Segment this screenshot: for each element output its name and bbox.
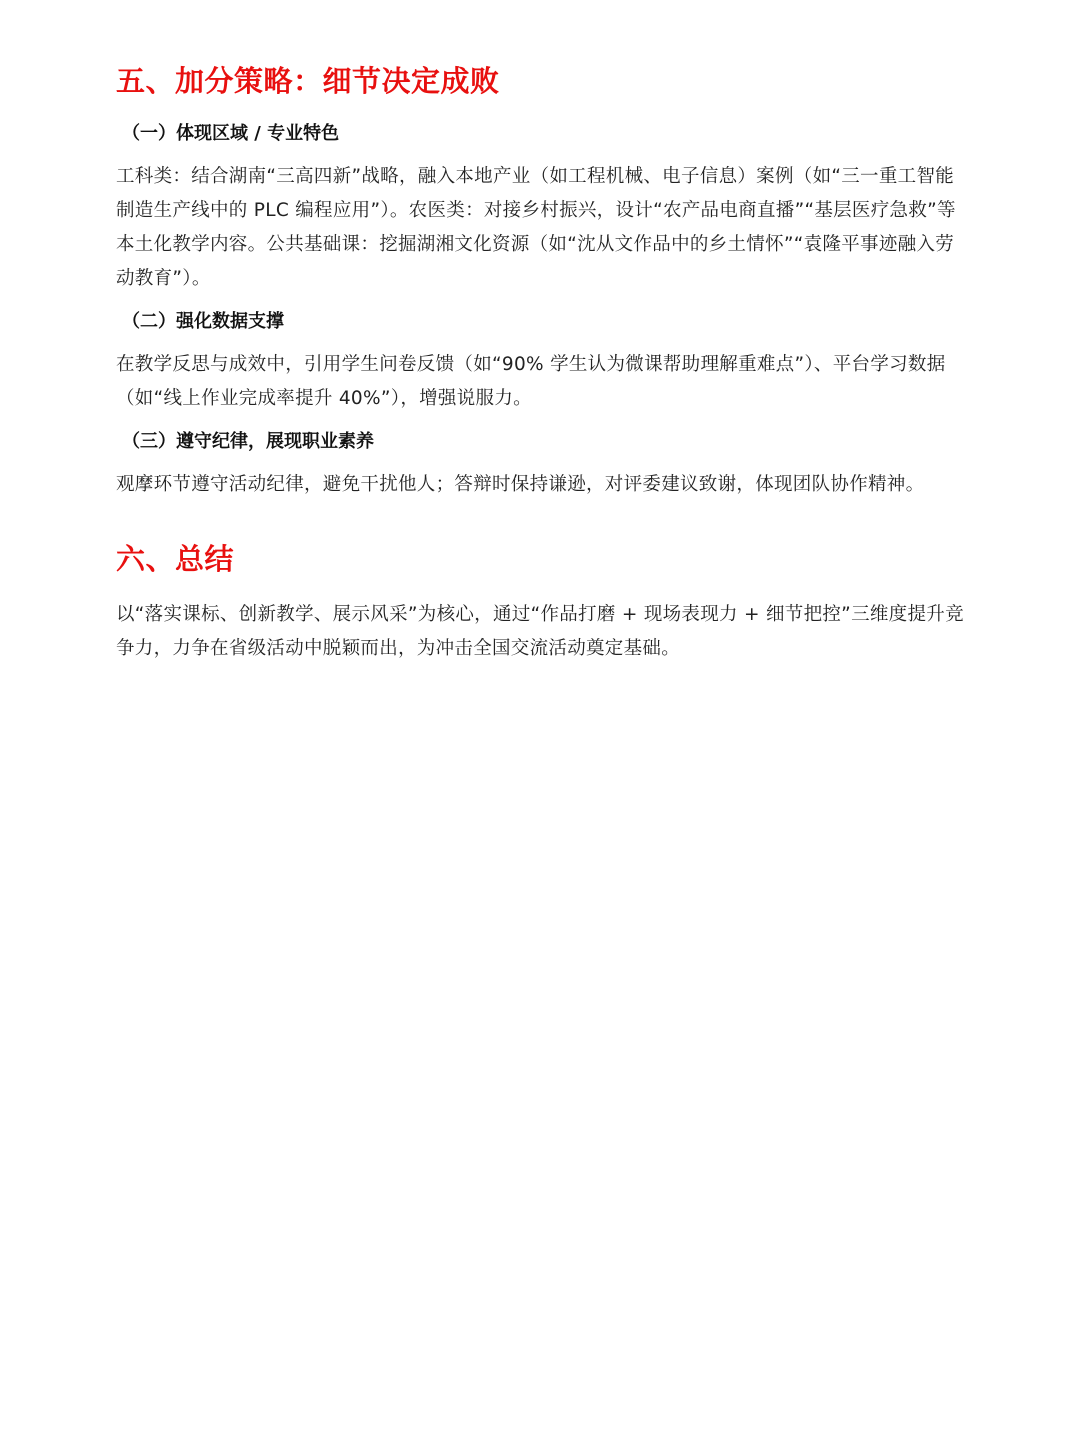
subsection-2-title: （二）强化数据支撑 [122,311,284,332]
subsection-3-paragraph: 观摩环节遵守活动纪律，避免干扰他人；答辩时保持谦逊，对评委建议致谢，体现团队协作精神。 [116,474,925,495]
section-6-title: 六、总结 [116,542,235,576]
subsection-1-title: （一）体现区域 / 专业特色 [122,123,340,144]
document-page [116,58,968,666]
summary-paragraph: 以“落实课标、创新教学、展示风采”为核心，通过“作品打磨 + 现场表现力 + 细节把控”三维度提升竞争力，力争在省级活动中脱颖而出，为冲击全国交流活动奠定基础。 [116,604,964,659]
subsection-3-title: （三）遵守纪律，展现职业素养 [122,431,374,452]
section-5-title: 五、加分策略：细节决定成败 [116,64,500,98]
subsection-2-paragraph: 在教学反思与成效中，引用学生问卷反馈（如“90% 学生认为微课帮助理解重难点”）、平台学习数据（如“线上作业完成率提升 40%”），增强说服力。 [116,354,946,409]
subsection-1-paragraph: 工科类：结合湖南“三高四新”战略，融入本地产业（如工程机械、电子信息）案例（如“三一重工智能制造生产线中的 PLC 编程应用”）。农医类：对接乡村振兴，设计“农产品电商直播”“基层医疗急救”等本土化教学内容。公共基础课：挖掘湖湘文化资源（如“沈从文作品中的乡土情怀”“袁隆平事迹融入劳动教育”）。 [116,166,956,289]
